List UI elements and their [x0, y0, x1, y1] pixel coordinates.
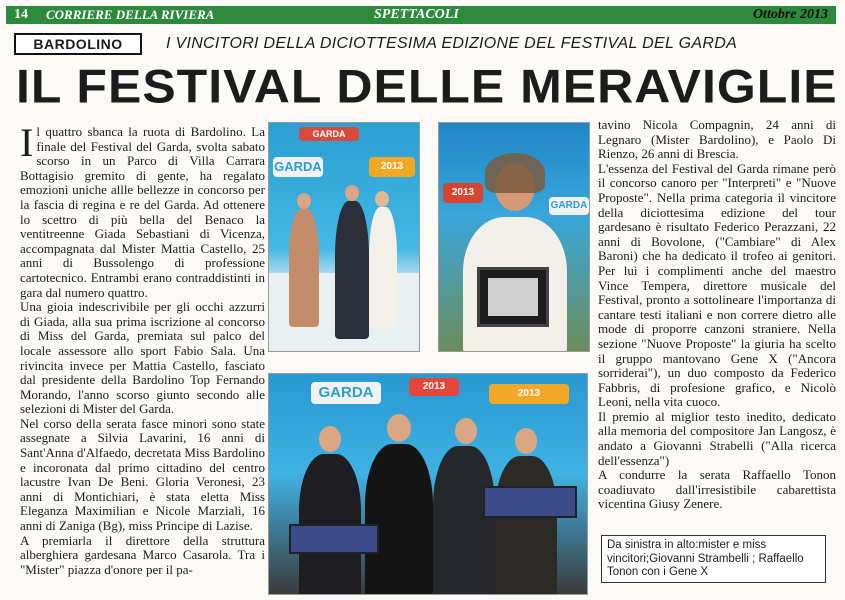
photo-banner: GARDA — [549, 197, 589, 215]
person — [369, 207, 397, 327]
person-head — [455, 418, 477, 444]
trophy-plaque — [477, 267, 549, 327]
paragraph-8: A condurre la serata Raffaello Tonon coadiuvato dall'irresistibile cabarettista vicentina Giusy Zenere. — [598, 467, 836, 512]
section-name: SPETTACOLI — [374, 7, 459, 22]
photo-banner: 2013 — [489, 384, 569, 404]
article-column-1 — [20, 125, 265, 595]
photo-banner: 2013 — [409, 378, 459, 396]
article-column-2 — [598, 118, 836, 518]
person — [433, 446, 495, 595]
issue-date: Ottobre 2013 — [752, 7, 828, 22]
paragraph-2: Una gioia indescrivibile per gli occhi azzurri di Giada, alla sua prima iscrizione al concorso di Miss del Garda, premiata sul palco del locale assessore allo sport Fabio Sala. Una rivincita invece per Mattia Castello, fasciato dal presidente della Bardolino Top Fernando Morando, l'anno scorso giunto secondo alle selezioni di Mister del Garda. — [20, 299, 265, 417]
person-head — [345, 185, 359, 201]
photo-banner: 2013 — [369, 157, 415, 177]
paragraph-5: tavino Nicola Compagnin, 24 anni di Legnaro (Mister Bardolino), e Paolo Di Rienzo, 26 anni di Brescia. — [598, 118, 836, 162]
plaque-plate — [488, 278, 538, 316]
page-number: 14 — [14, 7, 28, 22]
person — [335, 201, 369, 339]
photo-mister-miss — [268, 122, 420, 352]
person-head — [319, 426, 341, 452]
person-head — [375, 191, 389, 207]
person-head — [297, 193, 311, 209]
newspaper-name: CORRIERE DELLA RIVIERA — [46, 7, 215, 22]
photo-caption: Da sinistra in alto:mister e miss vincitori;Giovanni Strambelli ; Raffaello Tonon con i Gene X — [601, 535, 826, 583]
person — [289, 209, 319, 327]
paragraph-1: Il quattro sbanca la ruota di Bardolino. La finale del Festival del Garda, svolta sabato scorso in un Parco di Villa Carrara Bottagisio gremito di gente, ha regalato emozioni uniche allle bellezze in concorso per la fascia di regina e re del Garda. Ad ottenere lo scettro di più bella del Benaco la ventitreenne Giada Sebastiani di Vicenza, accompagnata dal Mister Mattia Castello, 25 anni di Bussolengo di professione cartotecnico. Entrambi erano contraddistinti in gara dal numero quattro. — [20, 125, 265, 300]
paragraph-6: L'essenza del Festival del Garda rimane però il concorso canoro per "Interpreti" e "Nuove Proposte". Nella prima categoria il vincitore della diciottesima edizione del tour gardesano è risultato Federico Perazzani, 22 anni di Bovolone, ("Cambiare" di Alex Baroni) che ha dedicato il trofeo ai genitori. Per lui i complimenti anche del maestro Vince Tempera, direttore musicale del Festival, pronto a sottolineare l'importanza di cantare testi italiani e non correre dietro alle mode di proporre canzoni straniere. Nella sezione "Nuove Proposte" la giuria ha scelto il gruppo mantovano Gene X ("Ancora sorriderai"), un duo composto da Federico Fabbris, di profesione grafico, e Nicolò Leoni, nella vita cuoco. — [598, 160, 836, 410]
award-plaque-left — [289, 524, 379, 554]
paragraph-4: A premiarla il direttore della struttura alberghiera gardesana Marco Casarola. Tra i "Mister" piazza d'onore per il pa- — [20, 532, 265, 577]
paragraph-7: Il premio al miglior testo inedito, dedicato alla memoria del compositore Jan Langosz, è andato a Giovanni Strabelli ("Alla ricerca dell'essenza") — [598, 408, 836, 468]
page-header-bar — [6, 6, 836, 24]
photo-banner: GARDA — [311, 382, 381, 404]
photo-banner: GARDA — [299, 127, 359, 141]
headline: IL FESTIVAL DELLE MERAVIGLIE — [16, 59, 838, 114]
paragraph-3: Nel corso della serata fasce minori sono state assegnate a Silvia Lavarini, 16 anni di Sant'Anna d'Alfaedo, decretata Miss Bardolino e incoronata dal primo cittadino del centro lacustre Ivan De Beni. Gloria Veronesi, 23 anni di Montichiari, è stata eletta Miss Eleganza Maximilian e Nicole Marziali, 16 anni di Zaniga (Bg), miss Principe di Lazise. — [20, 415, 265, 534]
kicker-line: I VINCITORI DELLA DICIOTTESIMA EDIZIONE DEL FESTIVAL DEL GARDA — [166, 35, 738, 52]
person — [495, 456, 557, 595]
photo-group — [268, 373, 588, 595]
award-plaque-right — [483, 486, 577, 518]
photo-banner: 2013 — [443, 183, 483, 203]
photo-banner: GARDA — [273, 157, 323, 177]
hair — [485, 153, 545, 193]
location-tag: BARDOLINO — [14, 33, 142, 55]
person-head — [515, 428, 537, 454]
drop-cap: I — [20, 125, 34, 165]
person-head — [387, 414, 411, 442]
person — [365, 444, 433, 595]
photo-winner-trophy — [438, 122, 590, 352]
